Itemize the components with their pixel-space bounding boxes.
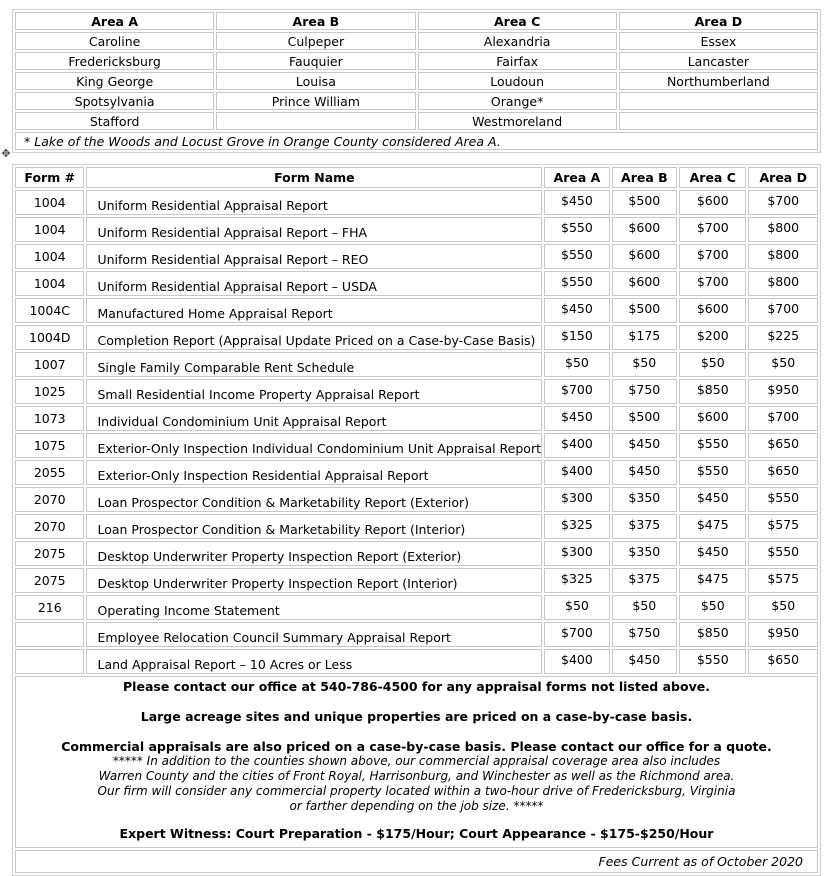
- price-area-a-cell: $50: [544, 595, 609, 620]
- price-area-d-cell: $550: [748, 541, 818, 566]
- price-area-b-cell: $450: [612, 433, 677, 458]
- price-area-b-cell: $375: [612, 514, 677, 539]
- form-name-cell: Uniform Residential Appraisal Report – FHA: [86, 217, 542, 242]
- price-area-d-cell: $50: [748, 352, 818, 377]
- prices-header-row: [15, 167, 818, 188]
- fees-current-note: Fees Current as of October 2020: [15, 850, 818, 873]
- form-name-cell: Operating Income Statement: [86, 595, 542, 620]
- table-row: [15, 460, 818, 485]
- price-area-c-cell: $450: [679, 541, 746, 566]
- areas-note-row: [15, 132, 818, 150]
- area-county-cell: [619, 92, 818, 110]
- header-area-d: Area D: [748, 167, 818, 188]
- price-area-b-cell: $450: [612, 649, 677, 674]
- form-number-cell: 1075: [15, 433, 84, 458]
- price-area-c-cell: $600: [679, 190, 746, 215]
- price-area-c-cell: $850: [679, 379, 746, 404]
- price-area-b-cell: $50: [612, 352, 677, 377]
- price-area-d-cell: $950: [748, 379, 818, 404]
- price-area-c-cell: $550: [679, 460, 746, 485]
- form-number-cell: 1007: [15, 352, 84, 377]
- areas-row: [15, 112, 818, 130]
- form-name-cell: Employee Relocation Council Summary Appraisal Report: [86, 622, 542, 647]
- price-area-c-cell: $700: [679, 244, 746, 269]
- header-area-c: Area C: [679, 167, 746, 188]
- area-county-cell: Loudoun: [418, 72, 617, 90]
- form-name-cell: Desktop Underwriter Property Inspection Report (Interior): [86, 568, 542, 593]
- form-name-cell: Desktop Underwriter Property Inspection Report (Exterior): [86, 541, 542, 566]
- areas-row: [15, 52, 818, 70]
- price-area-c-cell: $700: [679, 271, 746, 296]
- price-area-a-cell: $450: [544, 406, 609, 431]
- form-name-cell: Land Appraisal Report – 10 Acres or Less: [86, 649, 542, 674]
- price-area-b-cell: $500: [612, 406, 677, 431]
- form-number-cell: 2070: [15, 514, 84, 539]
- price-area-a-cell: $700: [544, 379, 609, 404]
- form-number-cell: 1004: [15, 190, 84, 215]
- price-area-b-cell: $450: [612, 460, 677, 485]
- form-number-cell: 1004: [15, 244, 84, 269]
- price-area-a-cell: $450: [544, 298, 609, 323]
- price-area-c-cell: $550: [679, 649, 746, 674]
- area-county-cell: Prince William: [216, 92, 415, 110]
- price-area-b-cell: $750: [612, 622, 677, 647]
- areas-body: [15, 32, 818, 130]
- areas-row: [15, 92, 818, 110]
- table-move-handle-icon[interactable]: ✥: [1, 147, 11, 160]
- area-county-cell: Westmoreland: [418, 112, 617, 130]
- price-area-b-cell: $375: [612, 568, 677, 593]
- table-row: [15, 595, 818, 620]
- large-acreage-note: Large acreage sites and unique properties are priced on a case-by-case basis.: [140, 709, 693, 724]
- header-area-b: Area B: [612, 167, 677, 188]
- price-area-d-cell: $700: [748, 298, 818, 323]
- prices-body: [15, 190, 818, 674]
- table-row: [15, 514, 818, 539]
- price-area-a-cell: $550: [544, 244, 609, 269]
- form-number-cell: 1004D: [15, 325, 84, 350]
- area-county-cell: Louisa: [216, 72, 415, 90]
- area-county-cell: Culpeper: [216, 32, 415, 50]
- table-row: [15, 244, 818, 269]
- table-row: [15, 568, 818, 593]
- table-row: [15, 541, 818, 566]
- footer-row: [15, 676, 818, 848]
- form-name-cell: Uniform Residential Appraisal Report: [86, 190, 542, 215]
- area-county-cell: Spotsylvania: [15, 92, 214, 110]
- price-area-c-cell: $850: [679, 622, 746, 647]
- table-row: [15, 352, 818, 377]
- header-form-number: Form #: [15, 167, 84, 188]
- table-row: [15, 271, 818, 296]
- table-row: [15, 622, 818, 647]
- area-county-cell: Caroline: [15, 32, 214, 50]
- form-name-cell: Loan Prospector Condition & Marketability Report (Interior): [86, 514, 542, 539]
- form-name-cell: Uniform Residential Appraisal Report – REO: [86, 244, 542, 269]
- area-county-cell: Lancaster: [619, 52, 818, 70]
- price-area-c-cell: $600: [679, 298, 746, 323]
- price-area-b-cell: $50: [612, 595, 677, 620]
- form-number-cell: 1073: [15, 406, 84, 431]
- price-area-a-cell: $550: [544, 217, 609, 242]
- area-county-cell: [216, 112, 415, 130]
- form-name-cell: Individual Condominium Unit Appraisal Report: [86, 406, 542, 431]
- commercial-coverage-line-2: Warren County and the cities of Front Royal, Harrisonburg, and Winchester as well as the Richmond area.: [98, 769, 735, 783]
- areas-note: * Lake of the Woods and Locust Grove in Orange County considered Area A.: [15, 132, 818, 150]
- form-number-cell: 2055: [15, 460, 84, 485]
- areas-table: [12, 9, 821, 153]
- table-row: [15, 325, 818, 350]
- price-area-a-cell: $400: [544, 649, 609, 674]
- price-area-b-cell: $600: [612, 244, 677, 269]
- price-area-a-cell: $300: [544, 487, 609, 512]
- area-county-cell: Northumberland: [619, 72, 818, 90]
- price-area-c-cell: $50: [679, 352, 746, 377]
- price-area-d-cell: $650: [748, 460, 818, 485]
- table-row: [15, 649, 818, 674]
- table-row: [15, 379, 818, 404]
- form-number-cell: 2075: [15, 541, 84, 566]
- expert-witness-note: Expert Witness: Court Preparation - $175/Hour; Court Appearance - $175-$250/Hour: [119, 826, 714, 841]
- footer-notes: [15, 676, 818, 848]
- price-area-d-cell: $700: [748, 190, 818, 215]
- price-area-c-cell: $450: [679, 487, 746, 512]
- commercial-coverage-line-3: Our firm will consider any commercial property located within a two-hour drive of Fredericksburg, Virginia: [97, 784, 736, 798]
- price-area-d-cell: $700: [748, 406, 818, 431]
- price-area-b-cell: $600: [612, 271, 677, 296]
- area-county-cell: Essex: [619, 32, 818, 50]
- prices-table: [12, 164, 821, 876]
- areas-header-a: Area A: [15, 12, 214, 30]
- form-name-cell: Exterior-Only Inspection Individual Condominium Unit Appraisal Report: [86, 433, 542, 458]
- form-name-cell: Single Family Comparable Rent Schedule: [86, 352, 542, 377]
- price-area-a-cell: $400: [544, 433, 609, 458]
- areas-header-d: Area D: [619, 12, 818, 30]
- price-area-b-cell: $750: [612, 379, 677, 404]
- price-area-c-cell: $550: [679, 433, 746, 458]
- price-area-d-cell: $550: [748, 487, 818, 512]
- price-area-d-cell: $650: [748, 433, 818, 458]
- price-area-c-cell: $200: [679, 325, 746, 350]
- area-county-cell: Fredericksburg: [15, 52, 214, 70]
- price-area-a-cell: $450: [544, 190, 609, 215]
- header-form-name: Form Name: [86, 167, 542, 188]
- price-area-b-cell: $500: [612, 298, 677, 323]
- area-county-cell: Stafford: [15, 112, 214, 130]
- price-area-c-cell: $50: [679, 595, 746, 620]
- commercial-note: Commercial appraisals are also priced on a case-by-case basis. Please contact our office for a quote.: [61, 739, 772, 754]
- commercial-coverage-line-1: ***** In addition to the counties shown above, our commercial appraisal coverage area also includes: [112, 754, 721, 768]
- form-number-cell: 216: [15, 595, 84, 620]
- price-area-d-cell: $650: [748, 649, 818, 674]
- price-area-d-cell: $575: [748, 568, 818, 593]
- price-area-c-cell: $700: [679, 217, 746, 242]
- area-county-cell: Orange*: [418, 92, 617, 110]
- areas-header-b: Area B: [216, 12, 415, 30]
- price-area-d-cell: $800: [748, 271, 818, 296]
- form-number-cell: 1004C: [15, 298, 84, 323]
- price-area-d-cell: $950: [748, 622, 818, 647]
- form-number-cell: 1004: [15, 217, 84, 242]
- price-area-b-cell: $500: [612, 190, 677, 215]
- form-number-cell: 1025: [15, 379, 84, 404]
- form-name-cell: Loan Prospector Condition & Marketability Report (Exterior): [86, 487, 542, 512]
- commercial-coverage-line-4: or farther depending on the job size. *****: [289, 799, 544, 813]
- price-area-a-cell: $550: [544, 271, 609, 296]
- area-county-cell: Alexandria: [418, 32, 617, 50]
- price-area-d-cell: $800: [748, 244, 818, 269]
- areas-row: [15, 32, 818, 50]
- form-name-cell: Exterior-Only Inspection Residential Appraisal Report: [86, 460, 542, 485]
- price-area-a-cell: $400: [544, 460, 609, 485]
- header-area-a: Area A: [544, 167, 609, 188]
- area-county-cell: King George: [15, 72, 214, 90]
- area-county-cell: [619, 112, 818, 130]
- price-area-c-cell: $475: [679, 568, 746, 593]
- price-area-d-cell: $225: [748, 325, 818, 350]
- price-area-d-cell: $50: [748, 595, 818, 620]
- price-area-a-cell: $325: [544, 568, 609, 593]
- table-row: [15, 298, 818, 323]
- form-name-cell: Small Residential Income Property Appraisal Report: [86, 379, 542, 404]
- price-area-c-cell: $475: [679, 514, 746, 539]
- form-number-cell: 2070: [15, 487, 84, 512]
- table-row: [15, 433, 818, 458]
- areas-header-row: [15, 12, 818, 30]
- price-area-a-cell: $300: [544, 541, 609, 566]
- form-name-cell: Completion Report (Appraisal Update Priced on a Case-by-Case Basis): [86, 325, 542, 350]
- price-area-d-cell: $575: [748, 514, 818, 539]
- price-area-d-cell: $800: [748, 217, 818, 242]
- table-row: [15, 487, 818, 512]
- area-county-cell: Fauquier: [216, 52, 415, 70]
- form-number-cell: 2075: [15, 568, 84, 593]
- areas-header-c: Area C: [418, 12, 617, 30]
- price-area-b-cell: $600: [612, 217, 677, 242]
- areas-row: [15, 72, 818, 90]
- form-number-cell: [15, 622, 84, 647]
- form-number-cell: [15, 649, 84, 674]
- form-name-cell: Manufactured Home Appraisal Report: [86, 298, 542, 323]
- price-area-a-cell: $325: [544, 514, 609, 539]
- contact-note: Please contact our office at 540-786-4500 for any appraisal forms not listed above.: [123, 679, 710, 694]
- form-number-cell: 1004: [15, 271, 84, 296]
- price-area-a-cell: $50: [544, 352, 609, 377]
- price-area-b-cell: $350: [612, 487, 677, 512]
- table-row: [15, 406, 818, 431]
- price-area-a-cell: $150: [544, 325, 609, 350]
- area-county-cell: Fairfax: [418, 52, 617, 70]
- fees-row: [15, 850, 818, 873]
- price-area-b-cell: $350: [612, 541, 677, 566]
- table-row: [15, 190, 818, 215]
- price-area-b-cell: $175: [612, 325, 677, 350]
- form-name-cell: Uniform Residential Appraisal Report – USDA: [86, 271, 542, 296]
- price-area-a-cell: $700: [544, 622, 609, 647]
- price-area-c-cell: $600: [679, 406, 746, 431]
- table-row: [15, 217, 818, 242]
